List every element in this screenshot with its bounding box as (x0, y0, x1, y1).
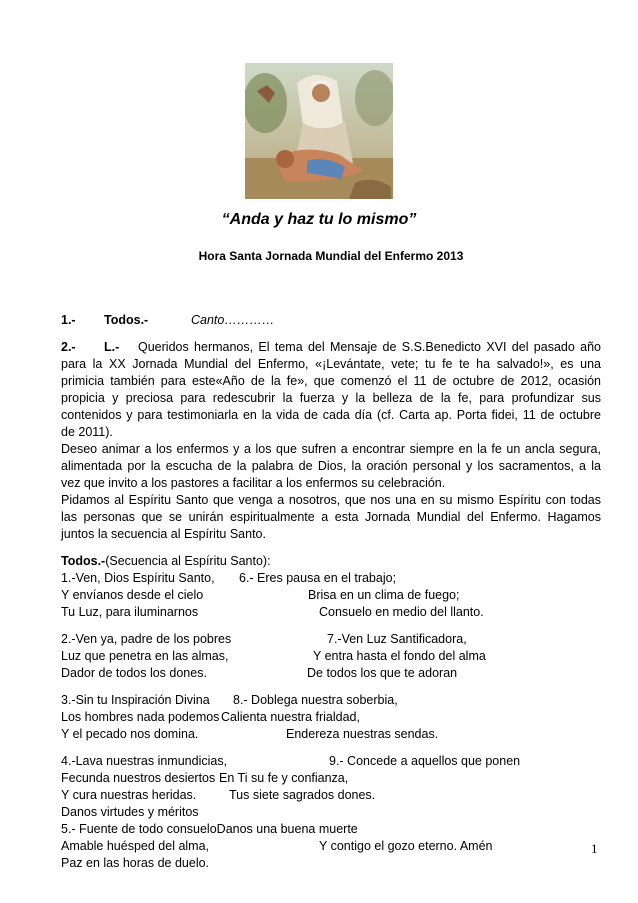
sequence-right: 7.-Ven Luz Santificadora, (327, 632, 467, 646)
sequence-left: Tu Luz, para iluminarnos (61, 605, 199, 619)
sequence-line (61, 753, 521, 769)
item-2-line-6: Deseo animar a los enfermos y a los que sufren a encontrar siempre en la fe un ancla segura, (61, 442, 601, 456)
sequence-left: 1.-Ven, Dios Espíritu Santo, (61, 571, 215, 585)
sequence-line (61, 838, 493, 854)
sequence-right: Brisa en un clima de fuego; (308, 588, 460, 602)
item-2-speaker: L.- (104, 340, 120, 354)
document-subtitle: Hora Santa Jornada Mundial del Enfermo 2013 (198, 249, 464, 263)
item-2-line-9: Pidamos al Espíritu Santo que venga a nosotros, que nos una en su mismo Espíritu con todas (61, 493, 601, 507)
item-2-line-3: propicia y preciosa para redescubrir la fuerza y la belleza de la fe, para profundizar sus (61, 391, 601, 405)
sequence-line (61, 770, 349, 786)
sequence-right: Y entra hasta el fondo del alma (313, 649, 486, 663)
item-2-heading (61, 339, 120, 355)
sequence-line (61, 587, 460, 603)
sequence-intro (61, 553, 271, 569)
sequence-right: De todos los que te adoran (307, 666, 458, 680)
good-samaritan-illustration-icon (245, 63, 393, 199)
item-1-speaker: Todos.- (104, 313, 149, 327)
sequence-line (61, 709, 360, 725)
page-number: 1 (591, 841, 598, 856)
sequence-left: 4.-Lava nuestras inmundicias, (61, 754, 228, 768)
item-2-line-1: para la XX Jornada Mundial del Enfermo, «¡Levántate, vete; tu fe te ha salvado!», es una (61, 357, 601, 371)
sequence-intro-text: (Secuencia al Espíritu Santo): (105, 554, 271, 568)
sequence-right: 6.- Eres pausa en el trabajo; (239, 571, 397, 585)
sequence-left: 2.-Ven ya, padre de los pobres (61, 632, 232, 646)
sequence-line (61, 726, 439, 742)
sequence-left: Y envíanos desde el cielo (61, 588, 204, 602)
sequence-line (61, 570, 397, 586)
sequence-line (61, 604, 484, 620)
sequence-intro-speaker: Todos.- (61, 554, 106, 568)
sequence-right: Tus siete sagrados dones. (229, 788, 376, 802)
item-2-line-11: juntos la secuencia al Espíritu Santo. (61, 527, 266, 541)
sequence-right: Calienta nuestra frialdad, (221, 710, 360, 724)
sequence-right: Danos una buena muerte (216, 822, 358, 836)
sequence-line (61, 665, 458, 681)
item-2-line-4: contenidos y para testimoniarla en la vida de cada día (cf. Carta ap. Porta fidei, 11 de octubre (61, 408, 601, 422)
sequence-left: 5.- Fuente de todo consuelo (61, 822, 217, 836)
item-1-number: 1.- (61, 313, 76, 327)
sequence-right: Consuelo en medio del llanto. (319, 605, 484, 619)
sequence-line (61, 787, 376, 803)
item-2-line-10: las personas que se unirán espiritualmente a esta Jornada Mundial del Enfermo. Hagamos (61, 510, 601, 524)
item-2-line-5: de 2011). (61, 425, 113, 439)
sequence-line (61, 692, 398, 708)
sequence-right: En Ti su fe y confianza, (219, 771, 349, 785)
sequence-left: Luz que penetra en las almas, (61, 649, 229, 663)
sequence-line (61, 855, 209, 871)
sequence-left: 3.-Sin tu Inspiración Divina (61, 693, 210, 707)
sequence-right: Endereza nuestras sendas. (286, 727, 439, 741)
sequence-line (61, 631, 467, 647)
sequence-line (61, 804, 199, 820)
item-1 (61, 312, 275, 328)
document-title: “Anda y haz tu lo mismo” (221, 211, 417, 228)
sequence-left: Los hombres nada podemos (61, 710, 220, 724)
sequence-right: Y contigo el gozo eterno. Amén (319, 839, 493, 853)
sequence-left: Amable huésped del alma, (61, 839, 210, 853)
item-2-number: 2.- (61, 340, 76, 354)
sequence-left: Danos virtudes y méritos (61, 805, 199, 819)
item-1-text: Canto………… (191, 313, 275, 327)
sequence-right: 8.- Doblega nuestra soberbia, (233, 693, 398, 707)
sequence-left: Y el pecado nos domina. (61, 727, 199, 741)
sequence-left: Dador de todos los dones. (61, 666, 207, 680)
sequence-right: 9.- Concede a aquellos que ponen (329, 754, 521, 768)
sequence-line (61, 821, 358, 837)
sequence-line (61, 648, 486, 664)
sequence-left: Paz en las horas de duelo. (61, 856, 210, 870)
header-illustration (245, 63, 393, 199)
sequence-left: Fecunda nuestros desiertos (61, 771, 216, 785)
sequence-left: Y cura nuestras heridas. (61, 788, 197, 802)
item-2-line-2: primicia también para este«Año de la fe», que comenzó el 11 de octubre de 2012, ocasión (61, 374, 601, 388)
item-2-line-7: alimentada por la escucha de la palabra de Dios, la oración personal y los sacramentos, a la (61, 459, 601, 473)
item-2-line-8: vez que invito a los pastores a facilitar a los enfermos su celebración. (61, 476, 446, 490)
item-2-line-0: Queridos hermanos, El tema del Mensaje de S.S.Benedicto XVI del pasado año (138, 340, 601, 354)
